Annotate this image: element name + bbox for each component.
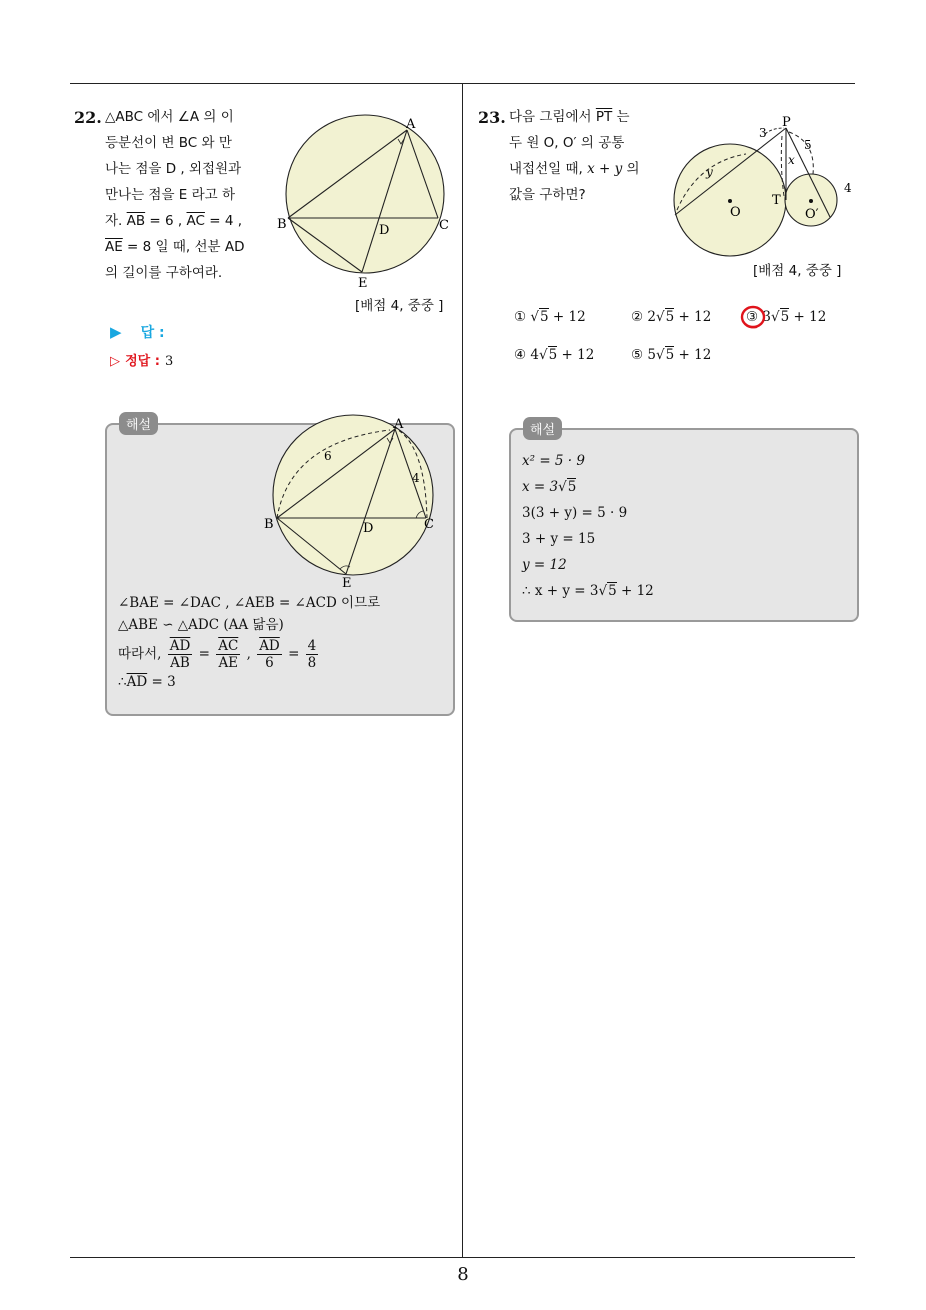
label-e: E — [342, 576, 352, 591]
text-fragment: = 6 , — [145, 213, 183, 229]
score-label: [배점 4, 중중 ] — [355, 298, 444, 314]
choice-mark: ② — [631, 309, 644, 325]
question-text — [105, 104, 245, 286]
explanation-line: 따라서, $\frac{\overline{AD}}{AB}$ = $\frac{\overline{AC}}{AE}$ , $\frac{\overline{AD}}{6}$ = $\frac{4}{8}$ — [118, 638, 317, 671]
text-line: 내접선일 때, x + y 의 — [509, 161, 640, 177]
text-line: 만나는 점을 E 라고 하 — [105, 187, 236, 203]
segment-ac: $\overline{AC}$ — [186, 213, 205, 229]
correct-value: 3 — [165, 354, 174, 369]
text-line: 두 원 O, O′ 의 공통 — [509, 135, 625, 151]
question-number: 23. — [478, 108, 506, 127]
center-o-prime — [809, 199, 813, 203]
selected-circle-mark — [739, 303, 769, 331]
text-line: 등분선이 변 BC 와 만 — [105, 135, 232, 151]
label-o-prime: O′ — [805, 207, 819, 222]
label-four: 4 — [844, 181, 852, 195]
segment-pt: $\overline{PT}$ — [595, 109, 613, 125]
segment-ae: $\overline{AE}$ — [105, 239, 123, 255]
explanation-tag: 해설 — [523, 417, 562, 440]
explanation-line: x = 3√5 — [522, 479, 577, 495]
text-fragment: = 4 , — [204, 213, 243, 229]
circumcircle — [286, 115, 444, 273]
text-line — [105, 208, 245, 234]
explanation-tag: 해설 — [119, 412, 158, 435]
question-number: 22. — [74, 108, 102, 127]
label-three: 3 — [759, 126, 767, 140]
fraction: $\frac{\overline{AD}}{AB}$ — [169, 638, 191, 671]
center-o — [728, 199, 732, 203]
text-line: 값을 구하면? — [509, 187, 586, 203]
choice-5[interactable]: ⑤ 5√5 + 12 — [631, 347, 712, 363]
text-fragment: 자. — [105, 213, 123, 229]
text-line: 의 길이를 구하여라. — [105, 265, 223, 281]
choice-1[interactable]: ① √5 + 12 — [514, 309, 586, 325]
label-y: y — [706, 165, 713, 179]
explanation-line: ∠BAE = ∠DAC , ∠AEB = ∠ACD 이므로 — [118, 595, 381, 611]
label-e: E — [358, 276, 368, 291]
circumcircle — [273, 415, 433, 575]
triangle-circle-figure — [270, 110, 465, 295]
explanation-text — [522, 448, 654, 604]
label-o: O — [730, 205, 741, 220]
label-d: D — [379, 223, 390, 238]
text-fragment: 따라서, — [118, 646, 162, 662]
page-number: 8 — [457, 1264, 469, 1285]
expression: x + y — [587, 161, 623, 177]
label-c: C — [439, 218, 449, 233]
label-five: 5 — [804, 138, 812, 152]
answer-label: 답 : — [140, 325, 165, 341]
label-p: P — [782, 115, 791, 130]
correct-answer-row — [110, 350, 173, 369]
choice-mark: ③ — [746, 309, 759, 325]
explanation-line: 3(3 + y) = 5 · 9 — [522, 505, 628, 521]
segment-ab: $\overline{AB}$ — [126, 213, 146, 229]
label-a: A — [394, 417, 404, 432]
choice-4[interactable]: ④ 4√5 + 12 — [514, 347, 595, 363]
explanation-figure — [260, 412, 450, 592]
explanation-line: $\therefore\overline{AD} = 3$ — [118, 674, 176, 690]
label-b: B — [277, 217, 287, 232]
label-a: A — [406, 117, 416, 132]
text-line: 나는 점을 D , 외접원과 — [105, 161, 242, 177]
label-t: T — [772, 193, 781, 208]
answer-row — [110, 322, 165, 342]
text-line: △ABC 에서 ∠A 의 이 — [105, 109, 234, 125]
question-text — [509, 104, 640, 208]
label-b: B — [264, 517, 274, 532]
explanation-line: ∴ x + y = 3√5 + 12 — [522, 583, 654, 599]
choice-3[interactable]: ③ 3√5 + 12 — [746, 309, 827, 325]
score-label: [배점 4, 중중 ] — [753, 263, 842, 279]
fraction: $\frac{\overline{AD}}{6}$ — [259, 638, 280, 671]
fraction: $\frac{\overline{AC}}{AE}$ — [218, 638, 239, 671]
choice-mark: ④ — [514, 347, 527, 363]
text-fragment: = 8 일 때, 선분 AD — [122, 239, 245, 255]
play-icon: ▶ — [110, 323, 122, 341]
label-d: D — [363, 521, 374, 536]
explanation-line: 3 + y = 15 — [522, 531, 596, 547]
explanation-line: x² = 5 · 9 — [522, 453, 585, 469]
choice-mark: ① — [514, 309, 527, 325]
explanation-line: △ABE ∽ △ADC (AA 닮음) — [118, 617, 284, 633]
label-four: 4 — [412, 471, 420, 485]
two-circles-figure — [668, 112, 858, 262]
label-six: 6 — [324, 449, 332, 463]
text-line: 다음 그림에서 $\overline{PT}$ 는 — [509, 109, 630, 125]
bottom-rule — [70, 1257, 855, 1258]
explanation-line: y = 12 — [522, 557, 567, 573]
correct-label: 정답 : — [125, 354, 160, 369]
text-line — [105, 234, 245, 260]
choice-2[interactable]: ② 2√5 + 12 — [631, 309, 712, 325]
fraction: $\frac{4}{8}$ — [307, 638, 317, 671]
explanation-text — [118, 592, 380, 693]
choice-mark: ⑤ — [631, 347, 644, 363]
triangle-outline-icon: ▷ — [110, 354, 120, 369]
label-c: C — [424, 517, 434, 532]
label-x: x — [788, 153, 795, 167]
